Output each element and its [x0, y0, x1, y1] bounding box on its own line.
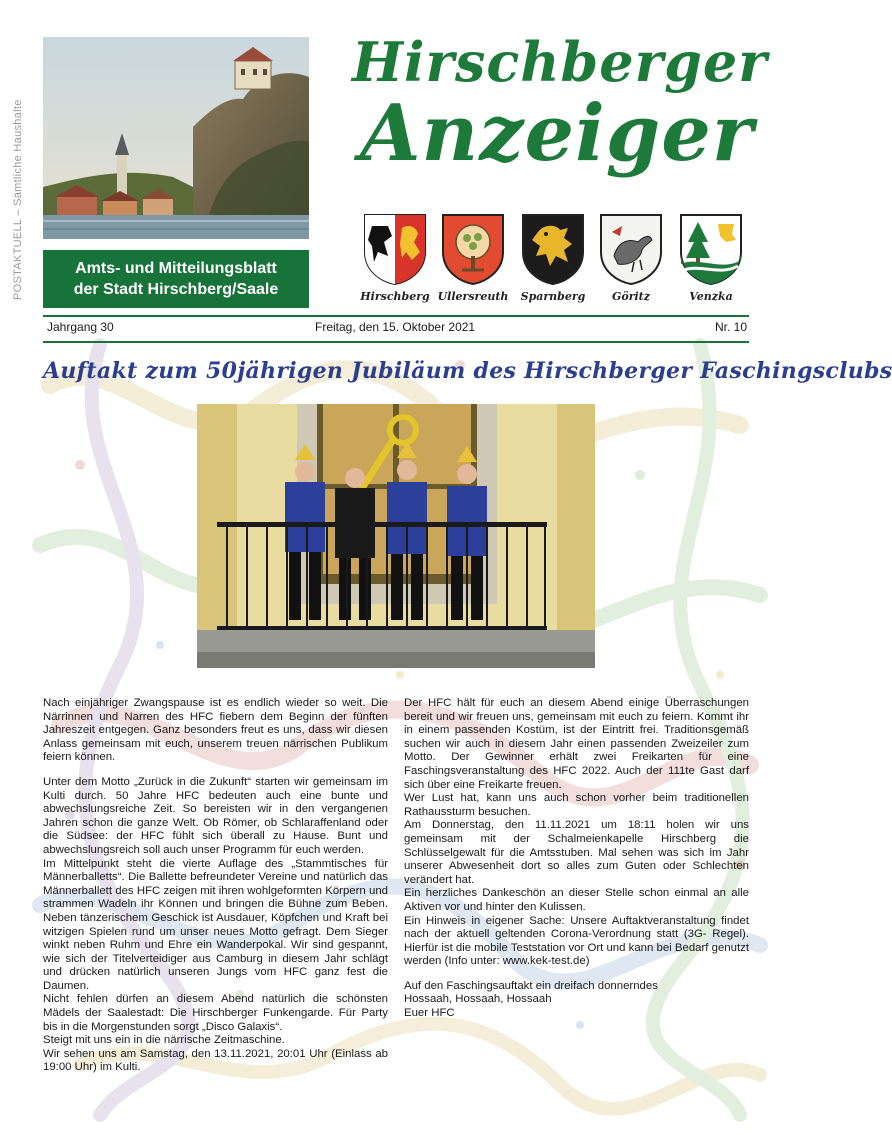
masthead-title-line-1: Hirschberger [352, 30, 768, 94]
coats-of-arms [355, 212, 755, 312]
article-paragraph: Nach einjähriger Zwangspause ist es endlich wieder so weit. Die Närrinnen und Narren des HFC fiebern dem Beginn der fünften Jahreszeit entgegen. Ganz besonders freut es uns, dass wir diesen Anlass gemeinsam mit euch, unserem treuen närrischen Publikum feiern können. [43, 697, 388, 764]
article-column-right [404, 697, 749, 1021]
sparnberg-crest-icon [520, 212, 586, 286]
goeritz-crest-icon [598, 212, 664, 286]
crest-label-sparnberg: Sparnberg [520, 290, 586, 303]
crest-label-venzka: Venzka [689, 290, 733, 303]
ullersreuth-crest-icon [440, 212, 506, 286]
hirschberg-crest-icon [362, 212, 428, 286]
crest-goeritz [591, 212, 671, 303]
header-rule-top [43, 315, 749, 317]
venzka-crest-icon [678, 212, 744, 286]
issue-number: Nr. 10 [714, 320, 747, 334]
article-paragraph: Der HFC hält für euch an diesem Abend einige Überraschungen bereit und wir freuen uns, gemeinsam mit euch zu feiern. Kommt ihr in einem passenden Kostüm, ist der Eintritt frei. Traditionsgemäß suchen wir auch in diesem Jahr einen passenden Zweizeiler zum Motto. Der Gewinner erhält zwei Freikarten für eine Faschingsveranstaltung des HFC 2022. Auch der 111te Gast darf sich über eine Freikarte freuen. [404, 697, 749, 791]
article-closing-line: Auf den Faschingsauftakt ein dreifach donnerndes [404, 979, 658, 992]
subtitle-line-2: der Stadt Hirschberg/Saale [73, 281, 279, 298]
crest-label-goeritz: Göritz [611, 290, 651, 303]
masthead [352, 30, 768, 179]
article-paragraph: Wer Lust hat, kann uns auch schon vorher beim traditionellen Rathaussturm besuchen. [404, 792, 749, 818]
crest-ullersreuth [433, 212, 513, 303]
article-paragraph: Am Donnerstag, den 11.11.2021 um 18:11 holen wir uns gemeinsam mit der Schalmeienkapelle Hirschberg die Schlüsselgewalt für die Amtsstuben. Mal sehen was sich im Jahr unserer Abwesenheit dort so alles zum Guten oder Schlechten verändert hat. [404, 819, 749, 886]
article-closing-line: Hossaah, Hossaah, Hossaah [404, 993, 552, 1006]
hirschberg-landscape-image [43, 37, 309, 239]
issue-date: Freitag, den 15. Oktober 2021 [315, 320, 476, 334]
crest-label-hirschberg: Hirschberg [360, 290, 430, 303]
crest-venzka [671, 212, 751, 303]
distribution-label: POSTAKTUELL – Sämtliche Haushalte [12, 99, 24, 300]
article-signature: Euer HFC [404, 1007, 455, 1020]
header-rule-bottom [43, 341, 749, 343]
article-paragraph: Unter dem Motto „Zurück in die Zukunft“ starten wir gemeinsam im Kulti durch. 50 Jahre HFC bedeuten auch eine bunte und abwechslungsreiche Zeit. So bereisten wir in den vergangenen Jahren schon die ganze Welt. Ob Römer, ob Schlaraffenland oder die Südsee: der HFC fühlt sich überall zu Hause. Bunt und abwechslungsreich soll auch unser Programm für euch werden. [43, 775, 388, 856]
article-paragraph: Wir sehen uns am Samstag, den 13.11.2021, 20:01 Uhr (Einlass ab 19:00 Uhr) im Kulti. [43, 1047, 388, 1074]
volume-label: Jahrgang 30 [47, 320, 114, 334]
article-paragraph: Im Mittelpunkt steht die vierte Auflage des „Stammtisches für Männerballetts“. Die Ballette befreundeter Vereine und natürlich das Männerballett des HFC zeigen mit ihren wohlgeformten Körpern und strammen Wadeln ihr Können und bringen die Bühne zum Beben. Neben tänzerischem Geschick ist Ausdauer, Köpfchen und Kraft bei witzigen Spielen rund um unser neues Motto gefragt. Dem Sieger winkt neben Ruhm und Ehre ein Wanderpokal. Wir sind gespannt, wie sich der Titelverteidiger aus Camburg in diesem Jahr schlägt und drücken natürlich unseren Jungs vom HFC ganz fest die Daumen. [43, 857, 388, 992]
crest-label-ullersreuth: Ullersreuth [437, 290, 509, 303]
crest-hirschberg [355, 212, 435, 303]
balcony-photo [197, 404, 595, 668]
subtitle-banner [43, 250, 309, 308]
article-paragraph: Ein Hinweis in eigener Sache: Unsere Auftaktveranstaltung findet nach der aktuell geltenden Corona-Verordnung statt (3G- Regel). Hierfür ist die mobile Teststation vor Ort und kann bei Bedarf genutzt werden (Info unter: www.kek-test.de) [404, 914, 749, 968]
article-paragraph: Steigt mit uns ein in die närrische Zeitmaschine. [43, 1034, 285, 1047]
article-paragraph: Ein herzliches Dankeschön an dieser Stelle schon einmal an alle Aktiven vor und hinter den Kulissen. [404, 887, 749, 913]
article-headline: Auftakt zum 50jährigen Jubiläum des Hirschberger Faschingsclubs [43, 358, 892, 384]
masthead-title-line-2: Anzeiger [359, 88, 755, 179]
subtitle-line-1: Amts- und Mitteilungsblatt [75, 260, 277, 277]
crest-sparnberg [513, 212, 593, 303]
article-paragraph: Nicht fehlen dürfen an diesem Abend natürlich die schönsten Mädels der Saalestadt: Die Hirschberger Funkengarde. Für Party bis in die Morgenstunden sorgt „Disco Galaxis“. [43, 993, 388, 1033]
article-column-left [43, 697, 388, 1075]
